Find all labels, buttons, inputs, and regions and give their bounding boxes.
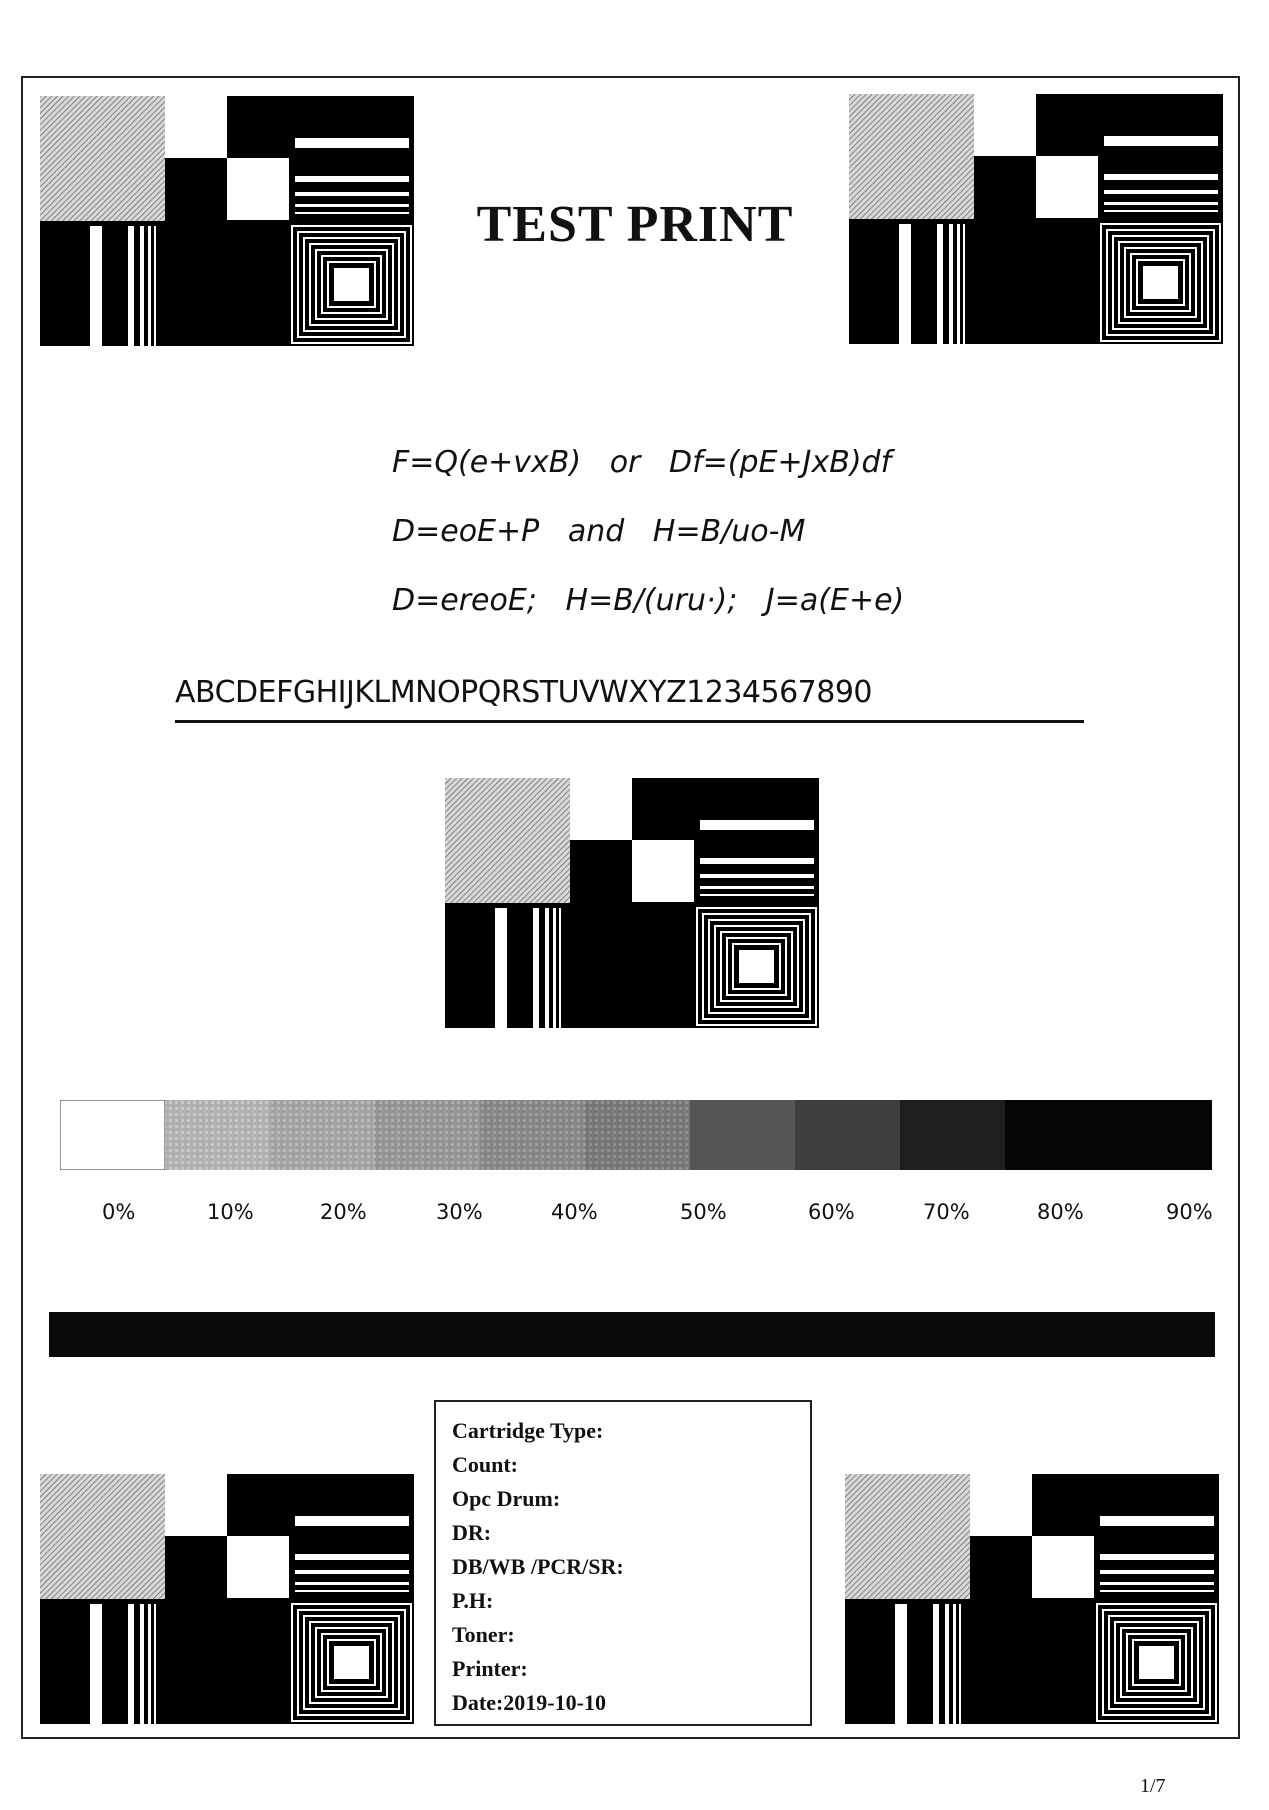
ramp-label-50: 50% <box>680 1200 727 1224</box>
ramp-label-30: 30% <box>436 1200 483 1224</box>
test-pattern-center <box>445 778 819 1028</box>
info-dr: DR: <box>452 1520 492 1545</box>
info-date: Date:2019-10-10 <box>452 1690 606 1715</box>
ramp-label-10: 10% <box>207 1200 254 1224</box>
alphanumeric-underline <box>175 720 1084 723</box>
formula-line-3: D=ereoE; H=B/(uru·); J=a(E+e) <box>392 583 905 618</box>
info-printer: Printer: <box>452 1656 528 1681</box>
ramp-step-80 <box>900 1100 1005 1170</box>
ramp-step-70 <box>795 1100 900 1170</box>
test-pattern-bottom-left <box>40 1474 414 1724</box>
page-title: TEST PRINT <box>476 196 794 253</box>
ramp-label-40: 40% <box>551 1200 598 1224</box>
ramp-label-20: 20% <box>320 1200 367 1224</box>
page-number: 1/7 <box>1140 1775 1166 1797</box>
test-pattern-top-right <box>849 94 1223 344</box>
info-opc-drum: Opc Drum: <box>452 1486 561 1511</box>
info-toner: Toner: <box>452 1622 515 1647</box>
ramp-step-0 <box>60 1100 165 1170</box>
alphanumeric-line: ABCDEFGHIJKLMNOPQRSTUVWXYZ1234567890 <box>175 675 873 710</box>
gray-ramp <box>60 1100 1212 1170</box>
ramp-label-80: 80% <box>1037 1200 1084 1224</box>
info-ph: P.H: <box>452 1588 494 1613</box>
solid-black-bar <box>49 1312 1215 1357</box>
ramp-step-90 <box>1005 1100 1212 1170</box>
test-pattern-bottom-right <box>845 1474 1219 1724</box>
info-db-wb-pcr-sr: DB/WB /PCR/SR: <box>452 1554 624 1579</box>
ramp-label-0: 0% <box>102 1200 136 1224</box>
cartridge-info-box <box>434 1400 812 1726</box>
ramp-step-60 <box>690 1100 795 1170</box>
ramp-label-60: 60% <box>808 1200 855 1224</box>
info-count: Count: <box>452 1452 519 1477</box>
info-cartridge-type: Cartridge Type: <box>452 1418 604 1443</box>
formula-line-2: D=eoE+P and H=B/uo-M <box>392 514 806 549</box>
test-pattern-top-left <box>40 96 414 346</box>
ramp-label-70: 70% <box>923 1200 970 1224</box>
ramp-label-90: 90% <box>1166 1200 1213 1224</box>
formula-line-1: F=Q(e+vxB) or Df=(pE+JxB)df <box>392 445 892 480</box>
